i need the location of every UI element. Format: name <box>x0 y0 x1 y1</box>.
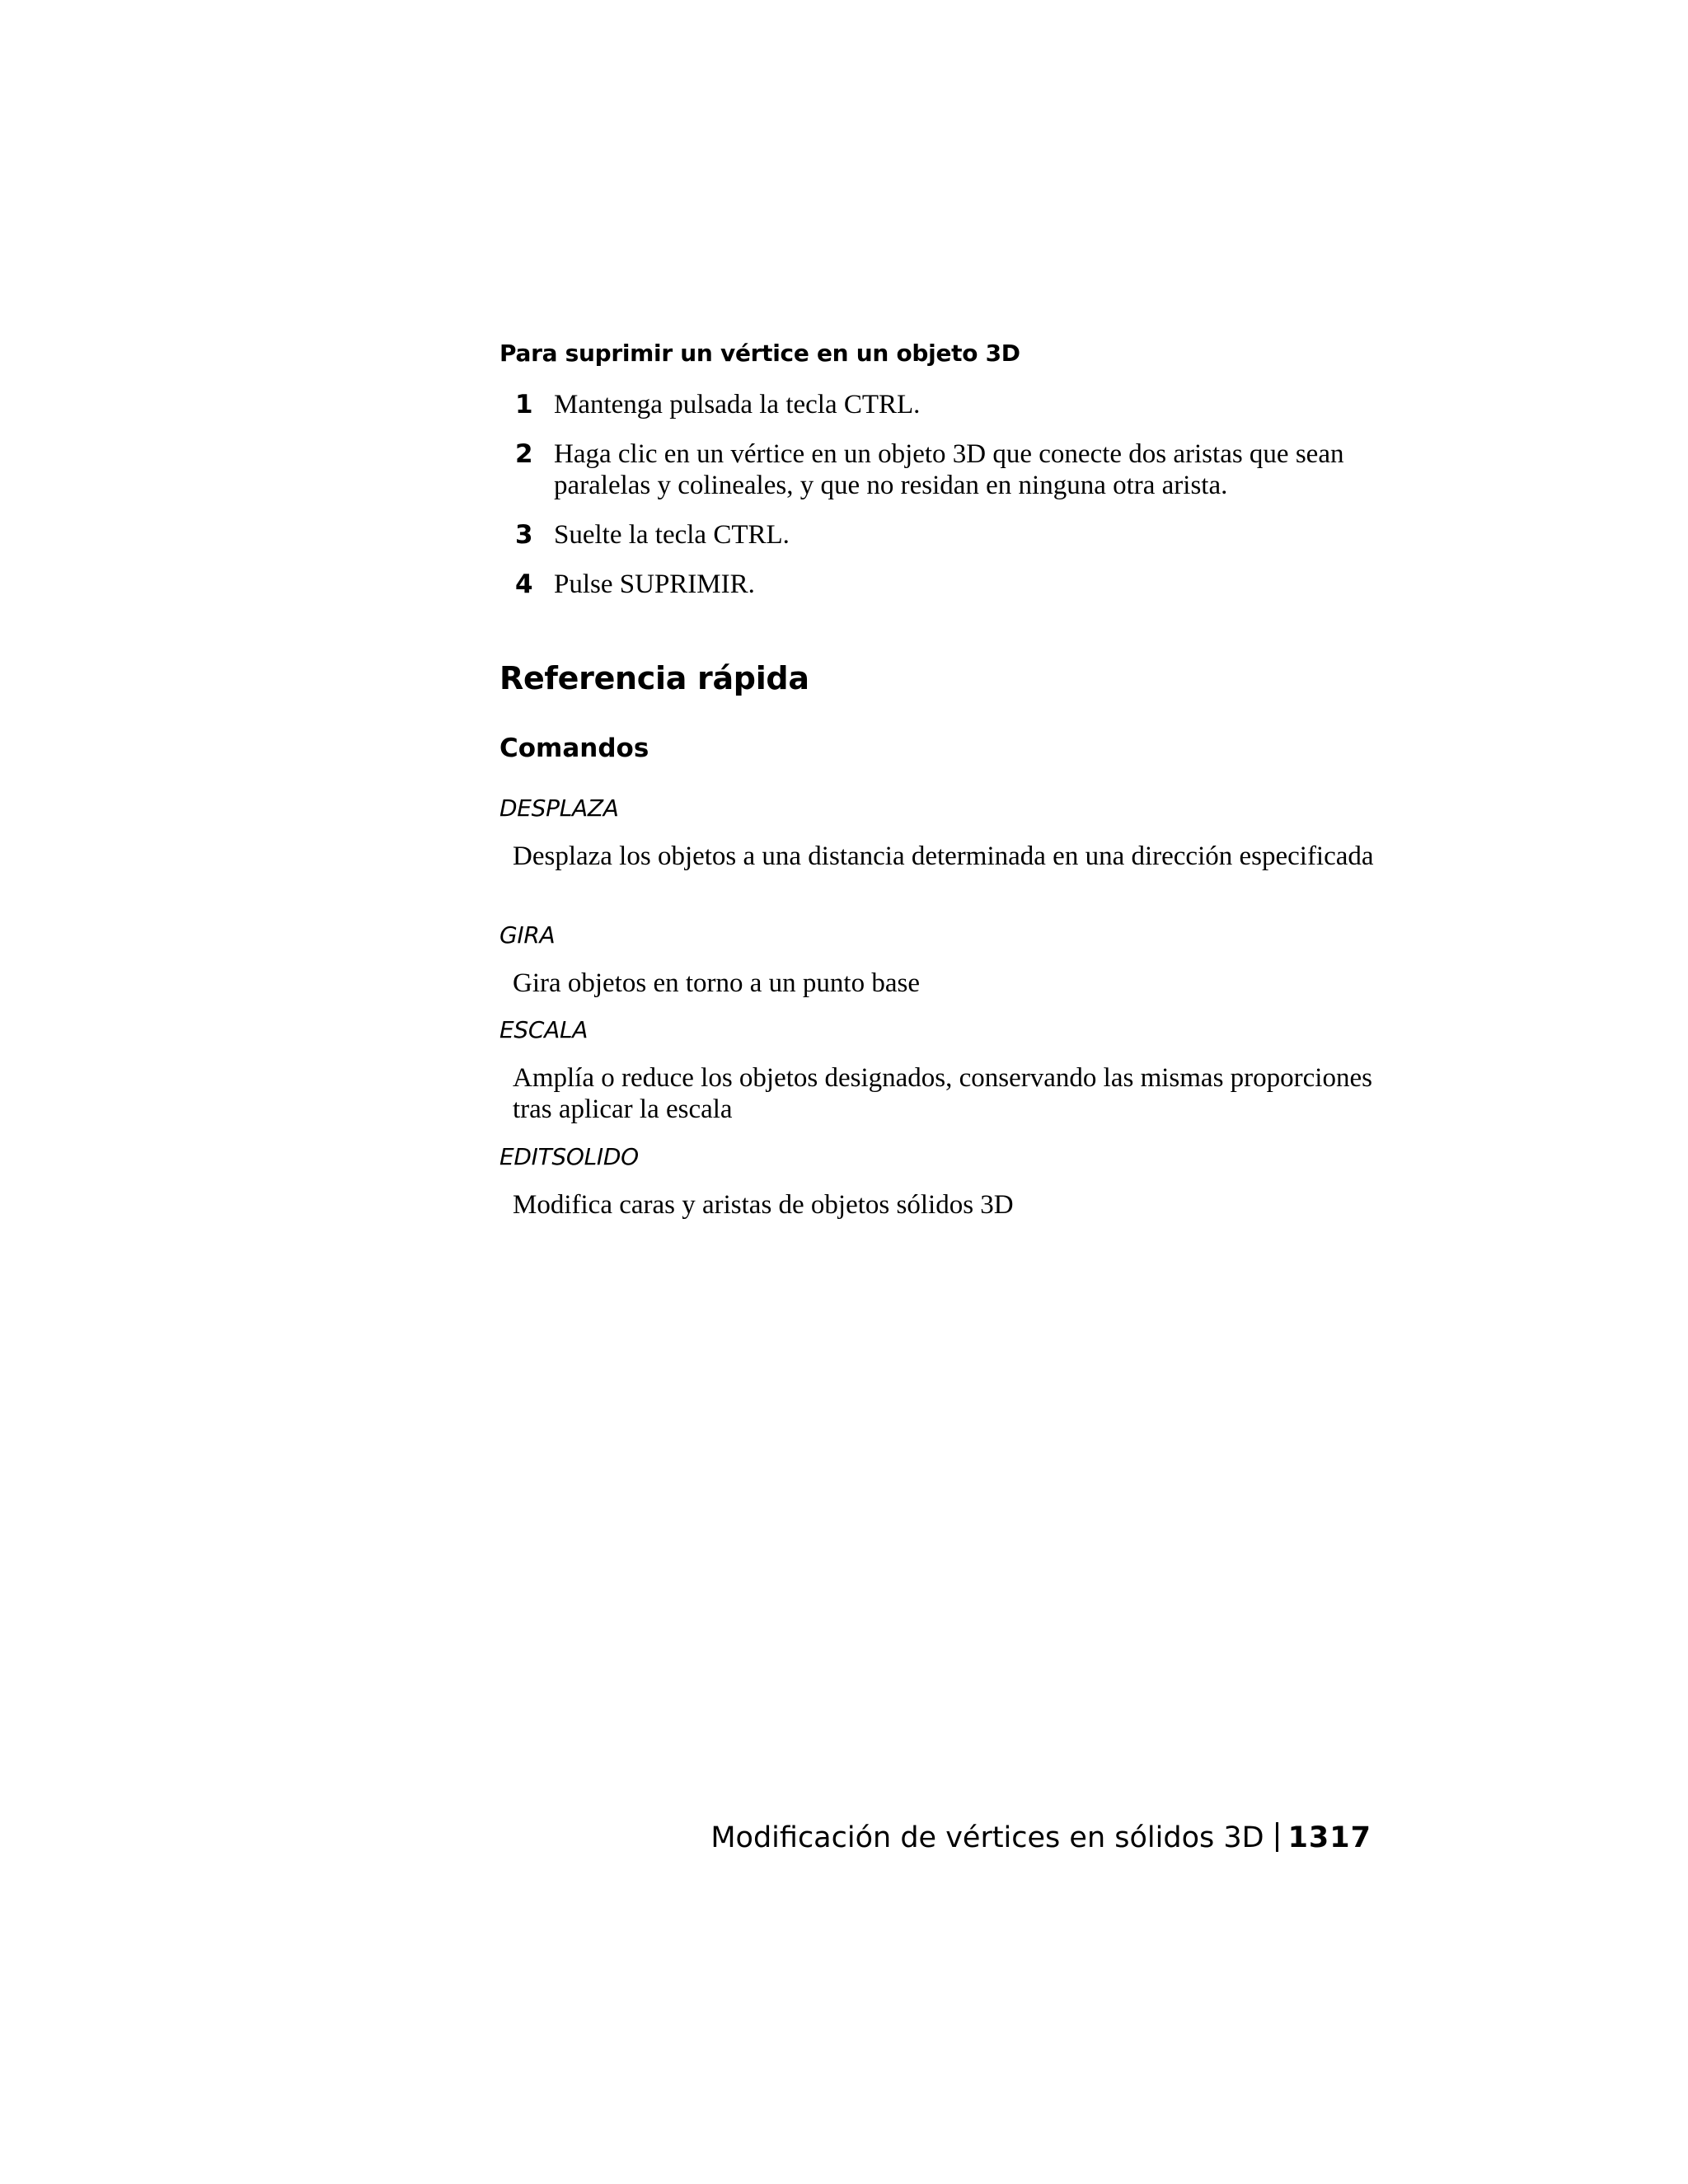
procedure-title: Para suprimir un vértice en un objeto 3D <box>499 340 1020 367</box>
command-description: Modifica caras y aristas de objetos sólidos 3D <box>513 1190 1014 1220</box>
page-number: 1317 <box>1287 1821 1372 1854</box>
command-name: ESCALA <box>499 1016 588 1043</box>
quick-reference-heading: Referencia rápida <box>499 660 809 696</box>
command-description: Amplía o reduce los objetos designados, conservando las mismas proporciones tras aplicar la escala <box>513 1063 1372 1124</box>
command-description: Desplaza los objetos a una distancia determinada en una dirección especificada <box>513 841 1374 871</box>
step-number: 1 <box>515 390 533 419</box>
commands-heading: Comandos <box>499 733 649 763</box>
step-number: 3 <box>515 520 533 550</box>
footer-section-title: Modificación de vértices en sólidos 3D <box>710 1821 1264 1854</box>
footer-separator <box>1276 1822 1278 1852</box>
step-text: Mantenga pulsada la tecla CTRL. <box>554 390 921 419</box>
command-name: DESPLAZA <box>499 794 619 822</box>
step-text: Haga clic en un vértice en un objeto 3D que conecte dos aristas que sean paralelas y colineales, y que no residan en ninguna otra arista. <box>554 439 1344 500</box>
page-footer <box>710 1820 1372 1856</box>
command-name: GIRA <box>499 921 556 949</box>
command-name: EDITSOLIDO <box>499 1143 639 1170</box>
step-text: Pulse SUPRIMIR. <box>554 569 755 599</box>
step-text: Suelte la tecla CTRL. <box>554 520 790 550</box>
command-description: Gira objetos en torno a un punto base <box>513 968 920 998</box>
step-number: 4 <box>515 569 533 599</box>
step-number: 2 <box>515 439 533 469</box>
